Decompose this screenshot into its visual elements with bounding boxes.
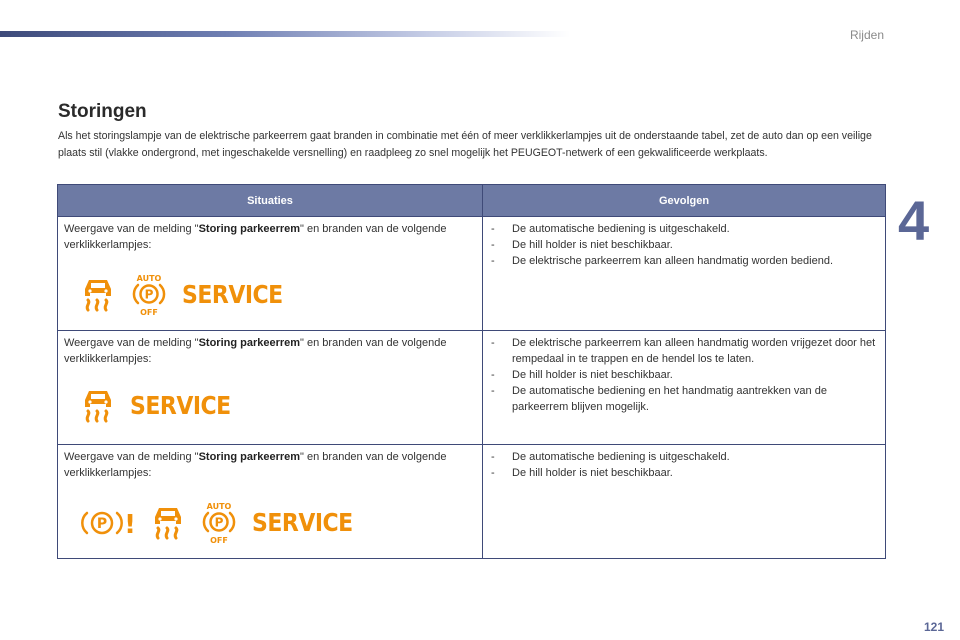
svg-text:P: P [214,515,224,530]
list-item: - De automatische bediening is uitgeschakeld. [491,221,879,237]
page-number: 121 [923,620,944,634]
svg-text:OFF: OFF [210,536,228,545]
svg-text:OFF: OFF [140,308,158,317]
list-item: - De automatische bediening is uitgeschakeld. [491,449,879,465]
list-item: - De automatische bediening en het handmatig aantrekken van de parkeerrem blijven mogelijk. [491,383,879,415]
svg-text:!: ! [124,510,136,540]
situation-text: Weergave van de melding "Storing parkeerrem" en branden van de volgende verklikkerlampjes: [64,337,447,365]
warning-lamps [80,387,476,425]
service-warning-lamp: SERVICE [182,280,283,310]
consequence-cell [483,217,886,331]
message-name: Storing parkeerrem [198,337,301,349]
consequence-cell [483,445,886,559]
situation-text: Weergave van de melding "Storing parkeerrem" en branden van de volgende verklikkerlampjes: [64,223,447,251]
warning-lamps [80,273,476,317]
esc-skid-icon [150,504,186,542]
list-item: - De hill holder is niet beschikbaar. [491,465,879,481]
section-label: Rijden [849,28,884,42]
auto-park-brake-off-icon [200,501,238,545]
park-brake-fault-icon [80,505,136,541]
situation-cell [58,217,483,331]
consequence-cell [483,331,886,445]
column-header-situaties: Situaties [58,185,483,217]
consequence-list [491,335,879,415]
message-name: Storing parkeerrem [198,451,301,463]
list-item: - De elektrische parkeerrem kan alleen handmatig worden bediend. [491,253,879,269]
warning-lamps [80,501,476,545]
svg-text:P: P [144,287,154,302]
list-item: - De hill holder is niet beschikbaar. [491,367,879,383]
table-row [58,217,886,331]
page-title: Storingen [58,101,147,122]
situation-text: Weergave van de melding "Storing parkeerrem" en branden van de volgende verklikkerlampjes: [64,451,447,479]
message-name: Storing parkeerrem [198,223,301,235]
svg-text:AUTO: AUTO [136,274,162,283]
chapter-number: 4 [898,189,930,252]
intro-paragraph: Als het storingslampje van de elektrische parkeerrem gaat branden in combinatie met één of meer verklikkerlampjes uit de onderstaande tabel, zet de auto dan op een veilige plaats stil (vlakke ondergrond, met ingeschakelde versnelling) en raadpleeg zo snel mogelijk het PEUGEOT-netwerk of een gekwalificeerde werkplaats. [58,130,872,159]
auto-park-brake-off-icon [130,273,168,317]
situation-cell [58,331,483,445]
service-warning-lamp: SERVICE [130,391,231,421]
consequence-list [491,449,879,481]
header-gradient-bar [0,31,570,37]
svg-text:AUTO: AUTO [206,502,232,511]
situation-cell [58,445,483,559]
list-item: - De elektrische parkeerrem kan alleen handmatig worden vrijgezet door het rempedaal in te trappen en de hendel los te laten. [491,335,879,367]
table-row [58,445,886,559]
table-row [58,331,886,445]
esc-skid-icon [80,276,116,314]
svg-text:P: P [96,516,108,532]
service-warning-lamp: SERVICE [252,508,353,538]
faults-table [57,184,886,559]
list-item: - De hill holder is niet beschikbaar. [491,237,879,253]
column-header-gevolgen: Gevolgen [483,185,886,217]
esc-skid-icon [80,387,116,425]
consequence-list [491,221,879,269]
